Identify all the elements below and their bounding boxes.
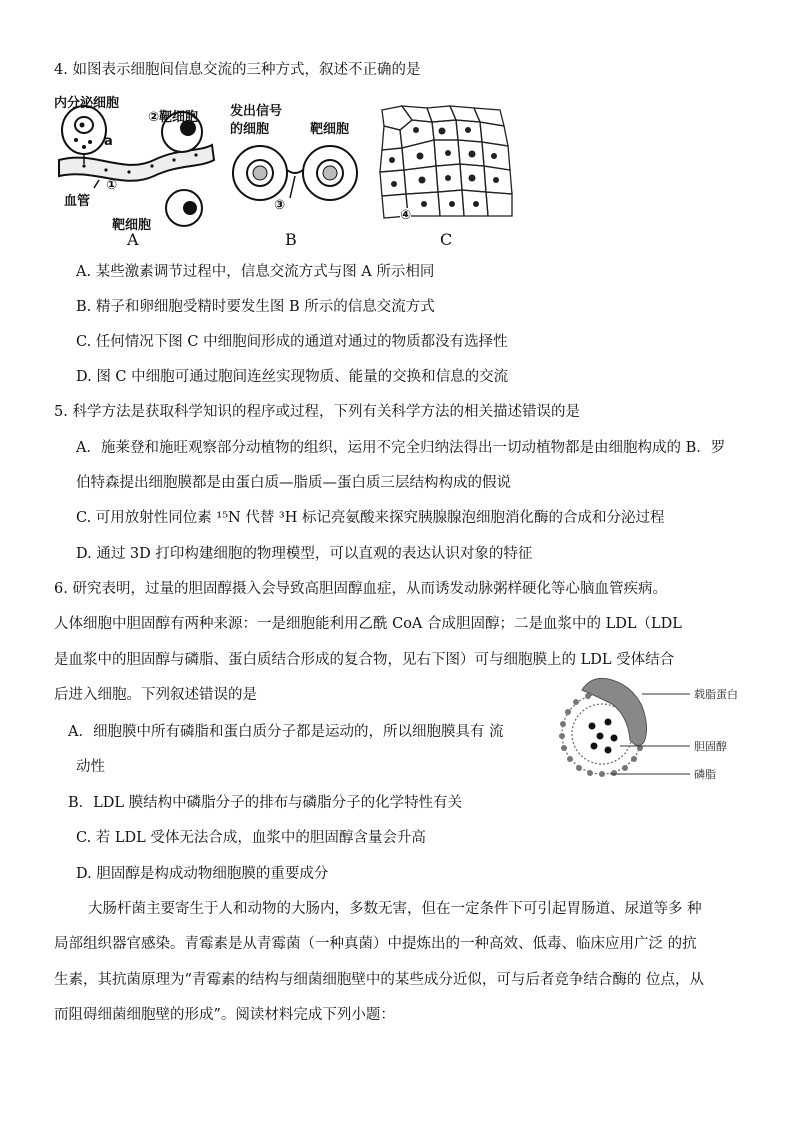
q6-option-d: D. 胆固醇是构成动物细胞膜的重要成分 <box>76 866 329 882</box>
figure-a <box>54 90 224 252</box>
q6-line3: 是血浆中的胆固醇与磷脂、蛋白质结合形成的复合物，见右下图）可与细胞膜上的 LDL 受体结合 <box>54 652 675 668</box>
q5-stem: 5. 科学方法是获取科学知识的程序或过程，下列有关科学方法的相关描述错误的是 <box>54 404 580 420</box>
caption-b: B <box>285 230 297 249</box>
label-circle-1: ① <box>106 178 118 193</box>
label-a: a <box>104 134 113 149</box>
q4-stem: 4. 如图表示细胞间信息交流的三种方式，叙述不正确的是 <box>54 62 421 78</box>
label-sender-cell-1: 发出信号 <box>230 104 283 119</box>
q6-option-a-line2: 动性 <box>76 759 105 775</box>
passage-line3: 生素，其抗菌原理为“青霉素的结构与细菌细胞壁中的某些成分近似，可与后者竞争结合酶的 位点，从 <box>54 972 705 988</box>
q6-option-a-line1: A．细胞膜中所有磷脂和蛋白质分子都是运动的，所以细胞膜具有 流 <box>68 724 504 740</box>
passage-line1: 大肠杆菌主要寄生于人和动物的大肠内，多数无害，但在一定条件下可引起胃肠道、尿道等多 种 <box>88 901 702 917</box>
q4-option-a: A. 某些激素调节过程中，信息交流方式与图 A 所示相同 <box>76 264 435 280</box>
label-target-cell-bottom: 靶细胞 <box>112 218 152 233</box>
label-cholesterol: 胆固醇 <box>694 740 727 753</box>
label-blood-vessel: 血管 <box>64 194 91 209</box>
q6-option-c: C. 若 LDL 受体无法合成，血浆中的胆固醇含量会升高 <box>76 830 426 846</box>
q5-option-a-line2: 伯特森提出细胞膜都是由蛋白质—脂质—蛋白质三层结构构成的假说 <box>76 475 511 491</box>
q5-option-c: C. 可用放射性同位素 ¹⁵N 代替 ³H 标记亮氨酸来探究胰腺腺泡细胞消化酶的合成和分泌过程 <box>76 510 665 526</box>
q6-line1: 6. 研究表明，过量的胆固醇摄入会导致高胆固醇血症，从而诱发动脉粥样硬化等心脑血管疾病。 <box>54 581 667 597</box>
label-apolipoprotein: 载脂蛋白 <box>694 688 738 701</box>
label-target-cell-b: 靶细胞 <box>310 122 350 137</box>
figure-b <box>230 98 362 253</box>
q6-line2: 人体细胞中胆固醇有两种来源：一是细胞能利用乙酰 CoA 合成胆固醇；二是血浆中的 LDL（LDL <box>54 616 682 632</box>
label-phospholipid: 磷脂 <box>694 768 716 781</box>
q4-option-d: D. 图 C 中细胞可通过胞间连丝实现物质、能量的交换和信息的交流 <box>76 369 509 385</box>
label-sender-cell-2: 的细胞 <box>230 122 270 137</box>
caption-c: C <box>440 230 453 249</box>
label-circle-4: ④ <box>400 208 412 223</box>
caption-a: A <box>127 230 139 249</box>
passage-line4: 而阻碍细菌细胞壁的形成”。阅读材料完成下列小题： <box>54 1007 395 1023</box>
label-target-cell-top: ②靶细胞 <box>148 110 199 125</box>
passage-line2: 局部组织器官感染。青霉素是从青霉菌（一种真菌）中提炼出的一种高效、低毒、临床应用广泛 的抗 <box>54 936 697 952</box>
q4-option-b: B. 精子和卵细胞受精时要发生图 B 所示的信息交流方式 <box>76 299 435 315</box>
label-circle-3: ③ <box>274 198 286 213</box>
q4-option-c: C. 任何情况下图 C 中细胞间形成的通道对通过的物质都没有选择性 <box>76 334 508 350</box>
q5-option-d: D. 通过 3D 打印构建细胞的物理模型，可以直观的表达认识对象的特征 <box>76 546 533 562</box>
ldl-figure <box>552 676 752 786</box>
q6-option-b: B．LDL 膜结构中磷脂分子的排布与磷脂分子的化学特性有关 <box>68 795 463 811</box>
figure-c-drawing <box>372 100 522 228</box>
label-secretory-cell: 内分泌细胞 <box>54 96 120 111</box>
q6-line4: 后进入细胞。下列叙述错误的是 <box>54 687 257 703</box>
figure-c <box>372 100 522 252</box>
q5-option-a-line1: A．施莱登和施旺观察部分动植物的组织，运用不完全归纳法得出一切动植物都是由细胞构成的 B．罗 <box>76 440 726 456</box>
